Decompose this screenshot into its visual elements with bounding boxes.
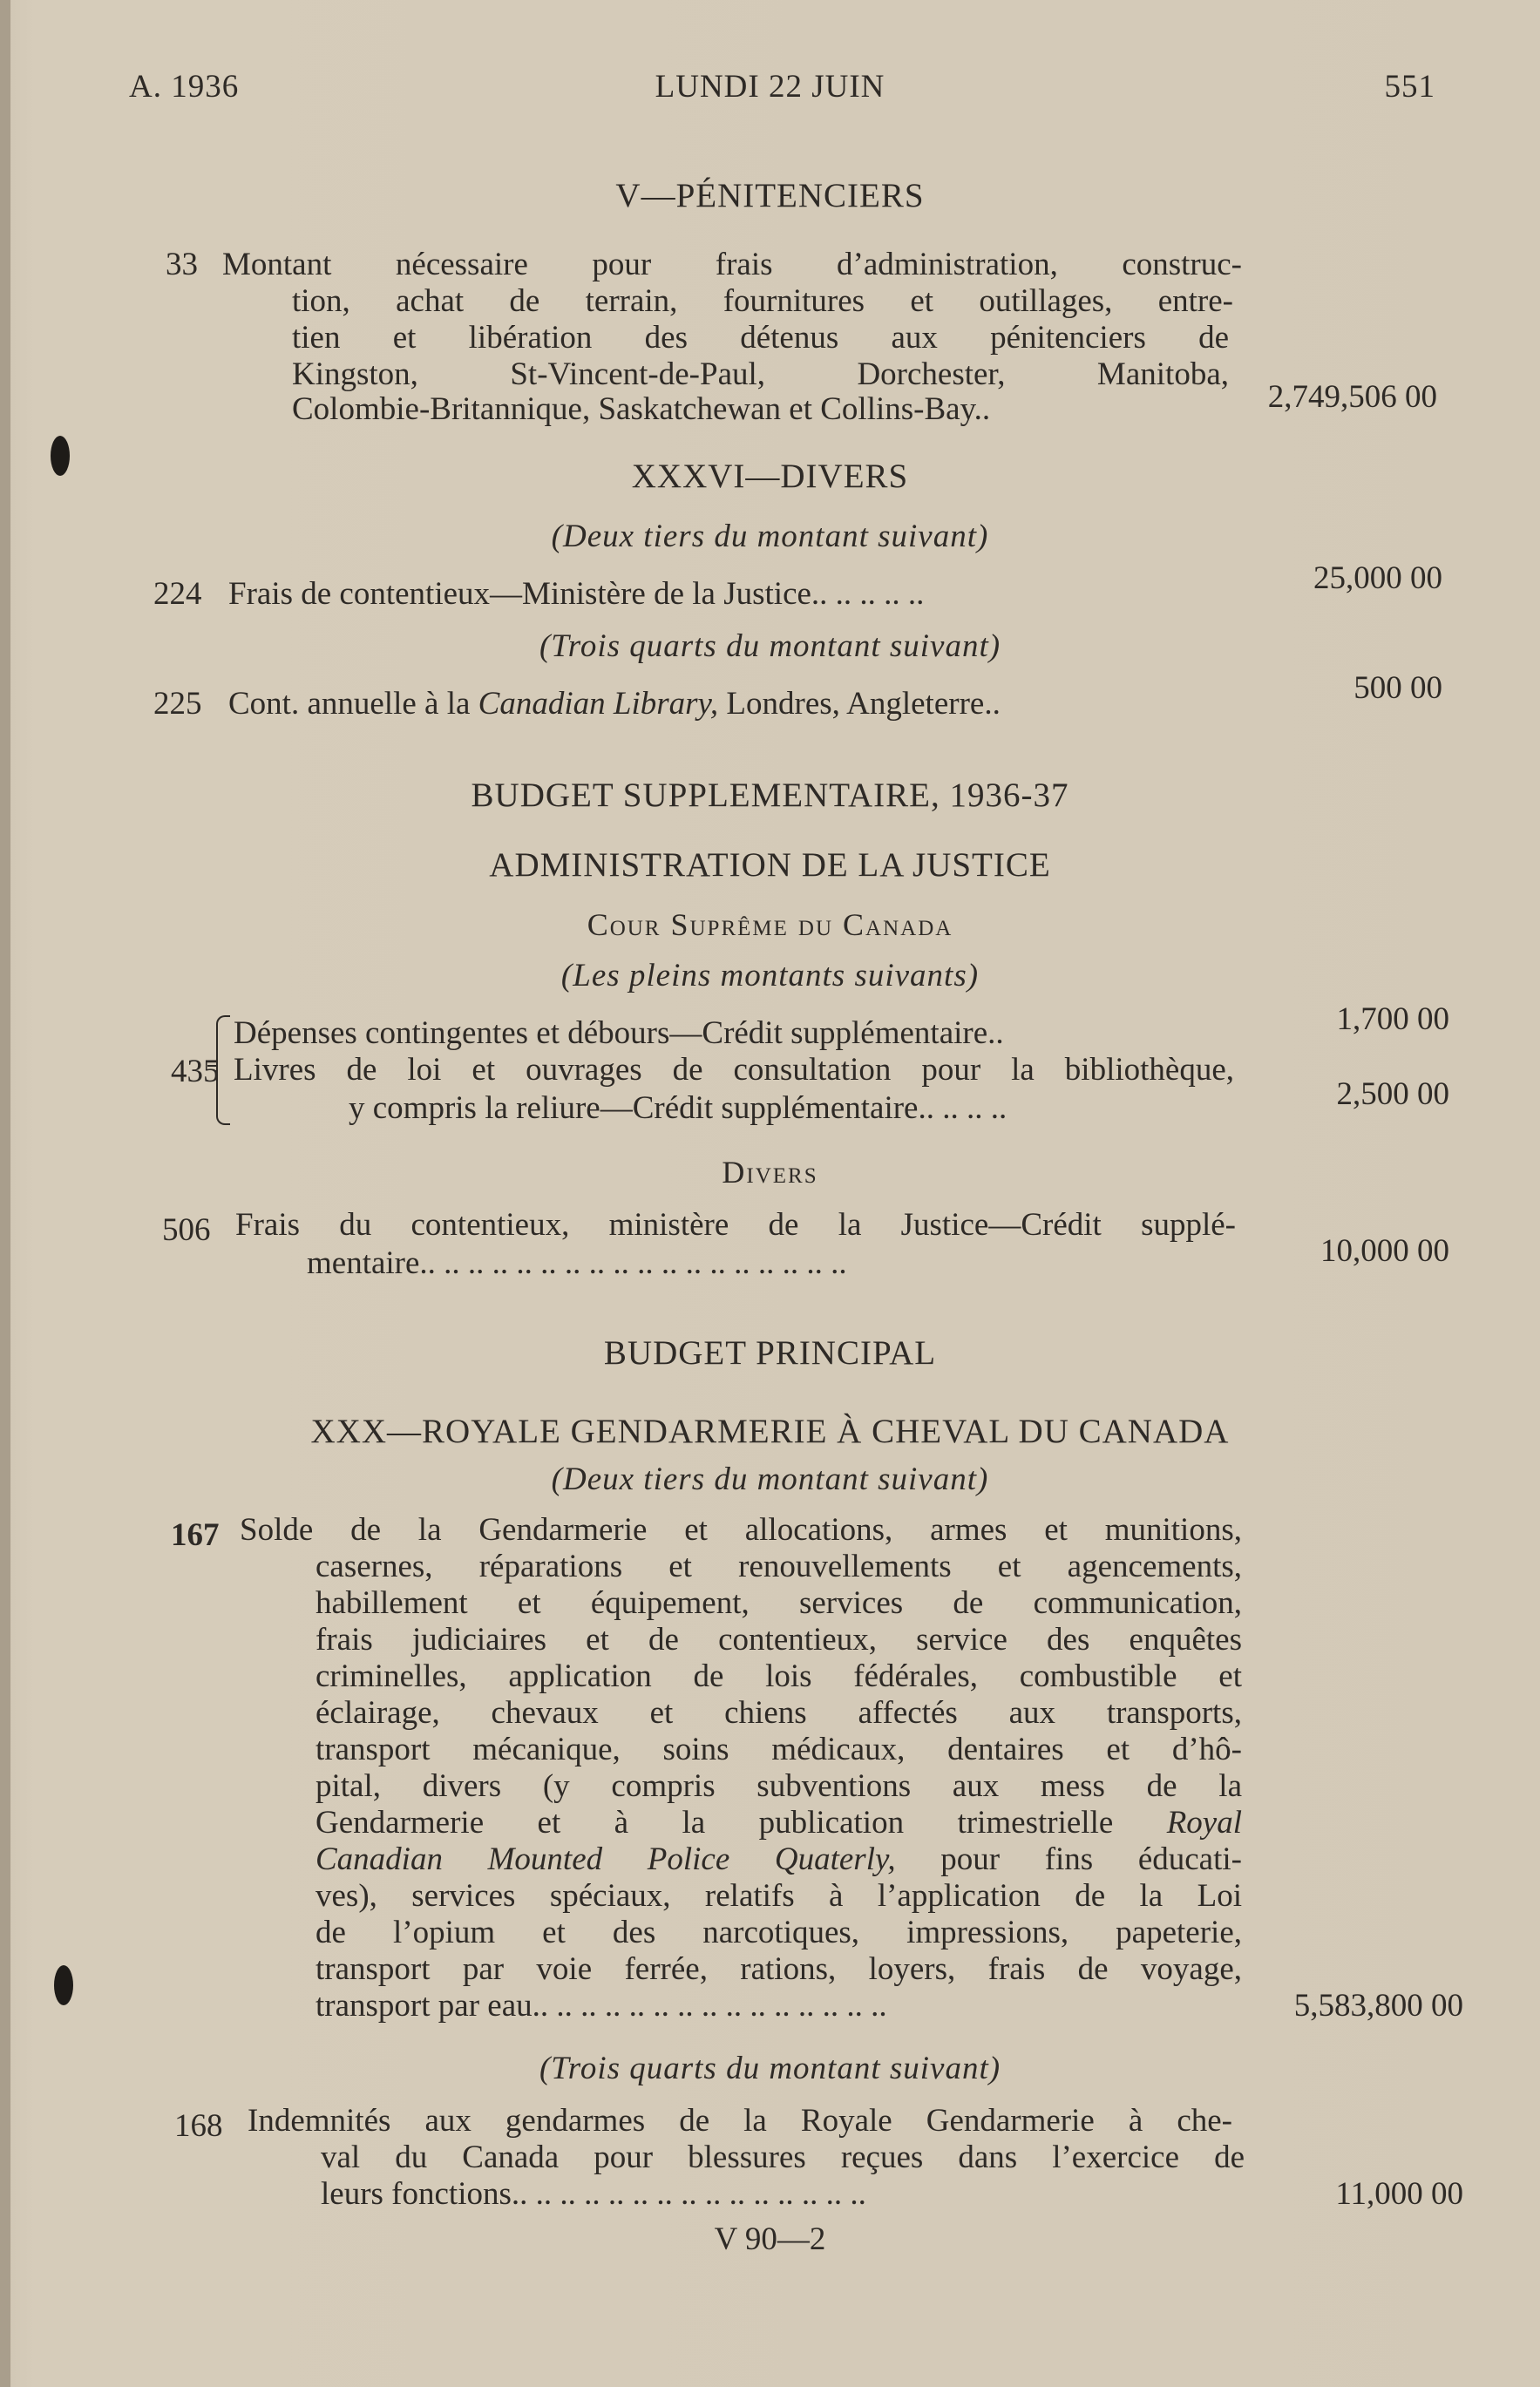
- item-text-part: pour fins éducati-: [895, 1841, 1242, 1877]
- item-number: 167: [171, 1517, 220, 1553]
- item-text-line: Livres de loi et ouvrages de consultation pour la bibliothèque,: [234, 1052, 1234, 1088]
- punch-hole: [54, 1965, 73, 2005]
- section-subheading-cour: Cour Suprême du Canada: [587, 907, 953, 942]
- item-text-line: Colombie-Britannique, Saskatchewan et Collins-Bay..: [292, 391, 991, 427]
- item-amount: 1,700 00: [1336, 1001, 1449, 1037]
- section-subheading-justice: ADMINISTRATION DE LA JUSTICE: [489, 846, 1051, 884]
- library-title: Canadian Library,: [478, 686, 719, 722]
- item-amount: 500 00: [1353, 670, 1442, 706]
- item-amount: 25,000 00: [1313, 560, 1442, 596]
- page-number: 551: [1384, 69, 1435, 105]
- item-number: 168: [174, 2108, 223, 2144]
- item-amount: 2,500 00: [1336, 1076, 1449, 1112]
- item-text: Frais de contentieux—Ministère de la Justice.. .. .. .. ..: [228, 576, 925, 612]
- amount-note: (Deux tiers du montant suivant): [551, 1461, 989, 1497]
- item-text-line: transport mécanique, soins médicaux, dentaires et d’hô-: [315, 1732, 1242, 1767]
- item-number: 224: [153, 576, 202, 612]
- item-amount: 2,749,506 00: [1267, 379, 1437, 415]
- section-heading-supplementaire: BUDGET SUPPLEMENTAIRE, 1936-37: [471, 776, 1069, 814]
- item-text-line: Frais du contentieux, ministère de la Justice—Crédit supplé-: [235, 1207, 1236, 1243]
- section-subheading-gendarmerie: XXX—ROYALE GENDARMERIE À CHEVAL DU CANADA: [310, 1413, 1230, 1450]
- item-text-line: casernes, réparations et renouvellements et agencements,: [315, 1549, 1242, 1584]
- item-text-line: mentaire.. .. .. .. .. .. .. .. .. .. .. .. .. .. .. .. .. ..: [307, 1245, 847, 1281]
- item-text-line: Indemnités aux gendarmes de la Royale Gendarmerie à che-: [248, 2103, 1232, 2139]
- item-text-line: tion, achat de terrain, fournitures et outillages, entre-: [292, 283, 1233, 319]
- item-text-line: Solde de la Gendarmerie et allocations, armes et munitions,: [240, 1512, 1242, 1548]
- item-amount: 10,000 00: [1320, 1233, 1449, 1269]
- item-text-line: val du Canada pour blessures reçues dans l’exercice de: [321, 2139, 1245, 2175]
- amount-note: (Trois quarts du montant suivant): [539, 628, 1001, 664]
- item-text-line: y compris la reliure—Crédit supplémentaire.. .. .. ..: [349, 1090, 1007, 1126]
- amount-note: (Deux tiers du montant suivant): [551, 519, 989, 554]
- item-amount: 11,000 00: [1335, 2176, 1463, 2212]
- item-text-line: pital, divers (y compris subventions aux mess de la: [315, 1768, 1242, 1804]
- item-amount: 5,583,800 00: [1293, 1988, 1463, 2024]
- item-number: 435: [171, 1054, 220, 1089]
- amount-note: (Les pleins montants suivants): [560, 958, 980, 993]
- section-heading-penitenciers: V—PÉNITENCIERS: [615, 177, 925, 214]
- item-text-part: Cont. annuelle à la: [228, 686, 478, 722]
- item-text-line: Kingston, St-Vincent-de-Paul, Dorchester, Manitoba,: [292, 356, 1229, 392]
- item-text-line: Dépenses contingentes et débours—Crédit supplémentaire..: [234, 1015, 1004, 1051]
- item-text-line: criminelles, application de lois fédérales, combustible et: [315, 1658, 1242, 1694]
- section-heading-principal: BUDGET PRINCIPAL: [603, 1334, 937, 1372]
- item-text-line: [315, 1841, 1242, 1878]
- item-number: 225: [153, 686, 202, 722]
- item-text-line: frais judiciaires et de contentieux, service des enquêtes: [315, 1622, 1242, 1658]
- section-subheading-divers: Divers: [722, 1155, 818, 1190]
- item-text-line: habillement et équipement, services de communication,: [315, 1585, 1242, 1621]
- book-spine: [0, 0, 10, 2387]
- publication-title: Royal: [1166, 1805, 1243, 1841]
- header-year: A. 1936: [129, 69, 240, 105]
- item-text-part: Londres, Angleterre..: [718, 686, 1001, 722]
- item-text-line: éclairage, chevaux et chiens affectés aux transports,: [315, 1695, 1242, 1731]
- header-date: LUNDI 22 JUIN: [655, 69, 885, 105]
- item-number: 506: [162, 1212, 211, 1248]
- item-text-line: transport par eau.. .. .. .. .. .. .. .. .. .. .. .. .. .. ..: [315, 1988, 887, 2024]
- item-text-line: ves), services spéciaux, relatifs à l’application de la Loi: [315, 1878, 1242, 1914]
- page-footer-signature: V 90—2: [714, 2221, 826, 2257]
- item-text-line: de l’opium et des narcotiques, impressions, papeterie,: [315, 1915, 1242, 1950]
- item-text: [228, 685, 1001, 722]
- item-text-line: leurs fonctions.. .. .. .. .. .. .. .. .. .. .. .. .. .. ..: [321, 2176, 866, 2212]
- item-text-line: Montant nécessaire pour frais d’administration, construc-: [222, 247, 1242, 282]
- item-number: 33: [166, 247, 198, 282]
- item-text-line: tien et libération des détenus aux pénitenciers de: [292, 320, 1229, 356]
- amount-note: (Trois quarts du montant suivant): [539, 2051, 1001, 2086]
- publication-title: Canadian Mounted Police Quaterly,: [315, 1841, 896, 1877]
- item-text-line: [315, 1804, 1242, 1841]
- item-text-part: Gendarmerie et à la publication trimestrielle: [315, 1805, 1114, 1841]
- item-text-line: transport par voie ferrée, rations, loyers, frais de voyage,: [315, 1951, 1242, 1987]
- section-heading-divers: XXXVI—DIVERS: [631, 458, 909, 495]
